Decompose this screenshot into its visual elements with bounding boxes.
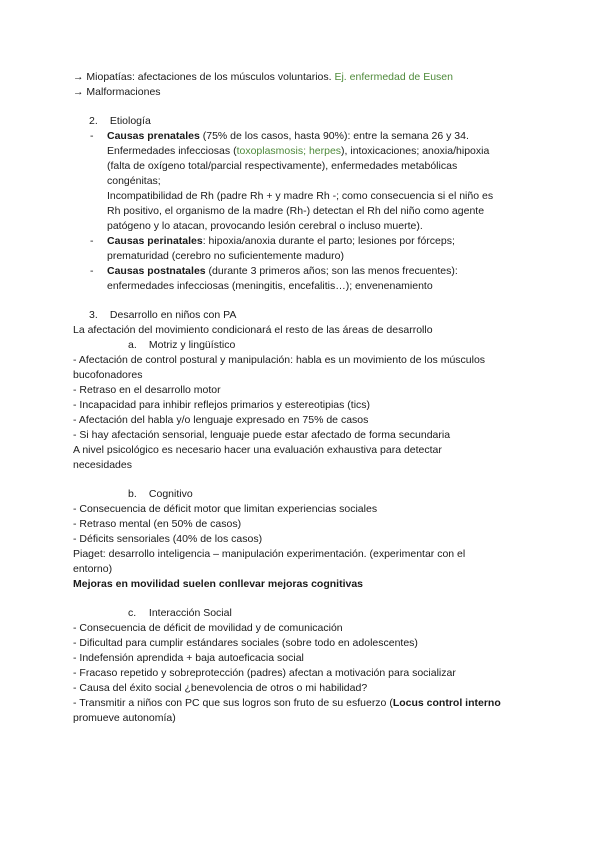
miopatias-example: Ej. enfermedad de Eusen [334,71,453,83]
bullet-bold-term: Causas postnatales [107,265,206,277]
bullet-prenatales: - Causas prenatales (75% de los casos, hasta 90%): entre la semana 26 y 34. Enfermedades infecciosas (toxoplasmosis; herpes), intoxicaciones; anoxia/hipoxia (falta de oxígeno total/parcial respectivamente), enfermedades metabólicas congénitas; Incompatibilidad de Rh (padre Rh + y madre Rh -; como consecuencia si el niño es Rh positivo, el organismo de la madre (Rh-) detectan el Rh del niño como agente patógeno y lo atacan, provocando lesión cerebral o incluso muerte). [73,129,543,234]
section-title: Etiología [109,115,151,127]
bullet-bold-term: Causas perinatales [107,235,203,247]
bullet-postnatales: - Causas postnatales (durante 3 primeros años; son las menos frecuentes): enfermedades infecciosas (meningitis, encefalitis…); envenenamiento [73,264,543,294]
arrow-icon: → [73,71,84,83]
bullet-bold-term: Causas prenatales [107,130,200,142]
subsection-a-heading: a. Motriz y lingüístico [128,339,236,351]
intro-miopatias-line [73,70,543,85]
malformaciones-text: Malformaciones [86,86,161,98]
section-3-heading [73,308,543,323]
arrow-icon: → [73,86,84,98]
subsection-b-body: - Consecuencia de déficit motor que limitan experiencias sociales - Retraso mental (en 50% de casos) - Déficits sensoriales (40% de los casos) Piaget: desarrollo inteligencia – manipulación experimentación. (experimentar con el entorno) Mejoras en movilidad suelen conllevar mejoras cognitivas [73,502,543,592]
subsection-a-body: - Afectación de control postural y manipulación: habla es un movimiento de los músculos bucofonadores - Retraso en el desarrollo motor - Incapacidad para inhibir reflejos primarios y estereotipias (tics) - Afectación del habla y/o lenguaje expresado en 75% de casos - Si hay afectación sensorial, lenguaje puede estar afectado de forma secundaria A nivel psicológico es necesario hacer una evaluación exhaustiva para detectar necesidades [73,354,486,471]
subsection-c-body: - Consecuencia de déficit de movilidad y de comunicación - Dificultad para cumplir estándares sociales (sobre todo en adolescentes) - Indefensión aprendida + baja autoeficacia social - Fracaso repetido y sobreprotección (padres) afectan a motivación para socializar - Causa del éxito social ¿benevolencia de otros o mi habilidad? - Transmitir a niños con PC que sus logros son fruto de su esfuerzo (Locus control interno promueve autonomía) [73,621,543,726]
subsection-c-heading: c. Interacción Social [128,607,232,619]
subsection-title: Cognitivo [148,488,193,500]
section-number: 2. [89,115,98,127]
section-3-intro: La afectación del movimiento condicionará el resto de las áreas de desarrollo [73,324,433,336]
subsection-title: Motriz y lingüístico [148,339,236,351]
locus-control-line: - Transmitir a niños con PC que sus logros son fruto de su esfuerzo (Locus control interno [73,697,501,709]
document-page [73,70,543,726]
miopatias-text: Miopatías: afectaciones de los músculos voluntarios. [86,71,332,83]
section-title: Desarrollo en niños con PA [109,309,237,321]
subsection-title: Interacción Social [148,607,232,619]
infection-examples: toxoplasmosis; herpes [236,145,342,157]
locus-control-term: Locus control interno [392,697,501,709]
section-number: 3. [89,309,98,321]
bullet-dash: - [90,130,94,142]
cognitive-conclusion: Mejoras en movilidad suelen conllevar mejoras cognitivas [73,578,364,590]
bullet-dash: - [90,265,94,277]
bullet-dash: - [90,235,94,247]
bullet-perinatales: - Causas perinatales: hipoxia/anoxia durante el parto; lesiones por fórceps; prematuridad (cerebro no suficientemente maduro) [73,234,543,264]
intro-malformaciones-line [73,85,543,100]
section-2-heading [73,114,543,129]
subsection-b-heading: b. Cognitivo [128,488,193,500]
